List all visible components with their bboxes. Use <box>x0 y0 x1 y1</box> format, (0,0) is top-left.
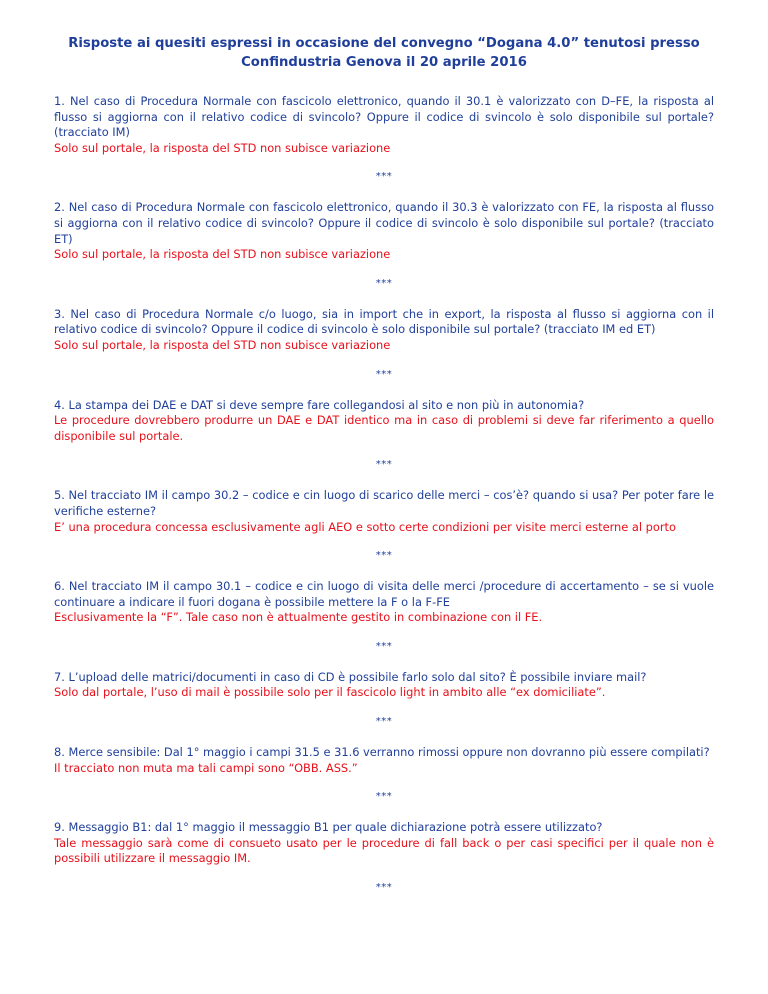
section-separator: *** <box>375 171 393 183</box>
question-text: 2. Nel caso di Procedura Normale con fascicolo elettronico, quando il 30.3 è valorizzato con FE, la risposta al flusso si aggiorna con il relativo codice di svincolo? Oppure il codice di svincolo è solo disponibile sul portale? (tracciato ET) <box>54 200 714 246</box>
answer-text: E’ una procedura concessa esclusivamente agli AEO e sotto certe condizioni per visite merci esterne al porto <box>54 519 676 534</box>
question-text: 8. Merce sensibile: Dal 1° maggio i campi 31.5 e 31.6 verranno rimossi oppure non dovranno più essere compilati? <box>54 745 710 760</box>
question-text: 3. Nel caso di Procedura Normale c/o luogo, sia in import che in export, la risposta al flusso si aggiorna con il relativo codice di svincolo? Oppure il codice di svincolo è solo disponibile sul portale? (tracciato IM ed ET) <box>54 306 714 337</box>
qa-item-8 <box>54 745 714 776</box>
answer-text: Esclusivamente la “F”. Tale caso non è attualmente gestito in combinazione con il FE. <box>54 610 543 625</box>
section-separator: *** <box>375 716 393 728</box>
answer-text: Le procedure dovrebbero produrre un DAE e DAT identico ma in caso di problemi si deve far riferimento a quello disponibile sul portale. <box>54 413 714 443</box>
qa-item-9 <box>54 820 714 867</box>
qa-item-4 <box>54 398 714 445</box>
section-separator: *** <box>375 791 393 803</box>
qa-item-1 <box>54 94 714 156</box>
answer-text: Il tracciato non muta ma tali campi sono “OBB. ASS.” <box>54 760 358 775</box>
section-separator: *** <box>375 640 393 652</box>
question-text: 6. Nel tracciato IM il campo 30.1 – codice e cin luogo di visita delle merci /procedure di accertamento – se si vuole continuare a indicare il fuori dogana è possibile mettere la F o la F-FE <box>54 579 714 609</box>
document-title-line-2: Confindustria Genova il 20 aprile 2016 <box>241 55 527 70</box>
qa-item-6 <box>54 579 714 626</box>
question-text: 9. Messaggio B1: dal 1° maggio il messaggio B1 per quale dichiarazione potrà essere utilizzato? <box>54 820 603 835</box>
section-separator: *** <box>375 550 393 562</box>
qa-item-7 <box>54 670 714 701</box>
section-separator: *** <box>375 882 393 894</box>
question-text: 7. L’upload delle matrici/documenti in caso di CD è possibile farlo solo dal sito? È possibile inviare mail? <box>54 669 647 684</box>
question-text: 5. Nel tracciato IM il campo 30.2 – codice e cin luogo di scarico delle merci – cos’è? quando si usa? Per poter fare le verifiche esterne? <box>54 488 714 518</box>
qa-item-3 <box>54 307 714 354</box>
qa-item-5 <box>54 488 714 535</box>
question-text: 1. Nel caso di Procedura Normale con fascicolo elettronico, quando il 30.1 è valorizzato con D–FE, la risposta al flusso si aggiorna con il relativo codice di svincolo? Oppure il codice di svincolo è solo disponibile sul portale? (tracciato IM) <box>54 94 714 140</box>
answer-text: Solo sul portale, la risposta del STD non subisce variazione <box>54 247 391 262</box>
section-separator: *** <box>375 459 393 471</box>
section-separator: *** <box>375 277 393 289</box>
answer-text: Tale messaggio sarà come di consueto usato per le procedure di fall back o per casi specifici per il quale non è possibili utilizzare il messaggio IM. <box>54 835 714 866</box>
qa-item-2 <box>54 200 714 262</box>
section-separator: *** <box>375 368 393 380</box>
document-title <box>54 34 714 72</box>
answer-text: Solo sul portale, la risposta del STD non subisce variazione <box>54 140 391 155</box>
document-title-line-1: Risposte ai quesiti espressi in occasione del convegno “Dogana 4.0” tenutosi presso <box>68 36 700 51</box>
answer-text: Solo dal portale, l’uso di mail è possibile solo per il fascicolo light in ambito alle “ex domiciliate”. <box>54 685 606 700</box>
answer-text: Solo sul portale, la risposta del STD non subisce variazione <box>54 337 391 352</box>
question-text: 4. La stampa dei DAE e DAT si deve sempre fare collegandosi al sito e non più in autonomia? <box>54 397 585 412</box>
